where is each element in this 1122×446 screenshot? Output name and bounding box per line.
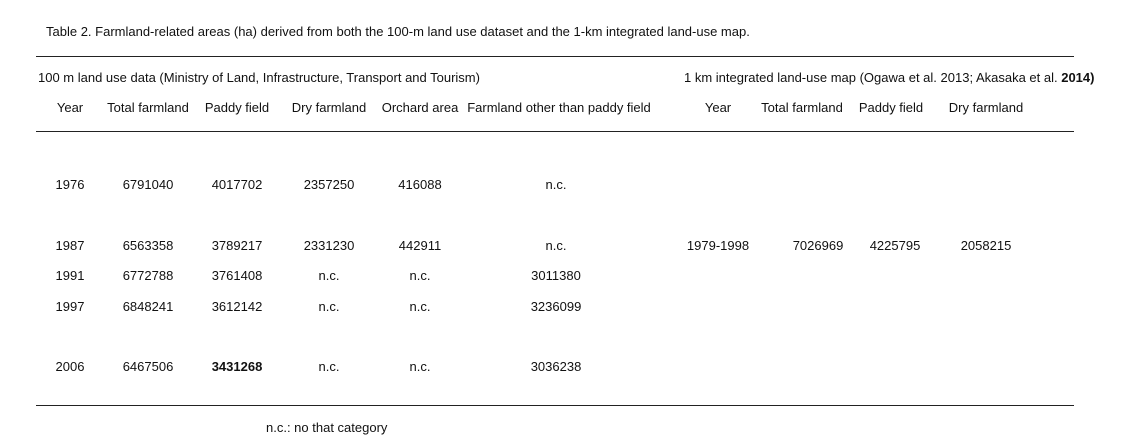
bottom-rule (36, 405, 1074, 406)
cell-paddy-field: 3431268 (211, 359, 263, 374)
col-header-year: Year (56, 100, 84, 115)
col-header-right-paddy-field: Paddy field (858, 100, 924, 115)
cell-year: 1991 (55, 268, 85, 283)
cell-farmland-other: 3236099 (530, 299, 582, 314)
cell-orchard-area: n.c. (409, 359, 431, 374)
cell-total-farmland: 6848241 (122, 299, 174, 314)
col-header-paddy-field: Paddy field (204, 100, 270, 115)
cell-right-total-farmland: 7026969 (792, 238, 844, 253)
cell-farmland-other: 3011380 (531, 268, 581, 283)
cell-total-farmland: 6772788 (122, 268, 174, 283)
cell-paddy-field: 4017702 (211, 177, 263, 192)
left-group-title: 100 m land use data (Ministry of Land, Infrastructure, Transport and Tourism) (38, 70, 480, 85)
cell-total-farmland: 6791040 (122, 177, 174, 192)
cell-dry-farmland: 2331230 (303, 238, 355, 253)
cell-right-paddy-field: 4225795 (869, 238, 921, 253)
col-header-total-farmland: Total farmland (107, 100, 189, 115)
col-header-dry-farmland: Dry farmland (291, 100, 367, 115)
right-group-title (684, 70, 1094, 86)
cell-year: 2006 (55, 359, 85, 374)
cell-dry-farmland: 2357250 (303, 177, 355, 192)
cell-paddy-field: 3789217 (211, 238, 263, 253)
cell-total-farmland: 6467506 (122, 359, 174, 374)
cell-year: 1976 (55, 177, 85, 192)
cell-paddy-field: 3612142 (211, 299, 263, 314)
cell-farmland-other: n.c. (545, 238, 567, 253)
col-header-right-year: Year (704, 100, 732, 115)
cell-dry-farmland: n.c. (318, 268, 340, 283)
cell-orchard-area: 442911 (398, 238, 442, 253)
cell-dry-farmland: n.c. (318, 359, 340, 374)
top-rule (36, 56, 1074, 57)
cell-orchard-area: n.c. (409, 268, 431, 283)
table-footnote: n.c.: no that category (266, 420, 388, 435)
cell-year: 1997 (55, 299, 85, 314)
right-group-title-main: 1 km integrated land-use map (Ogawa et al. 2013; Akasaka et al. (684, 70, 1062, 85)
cell-right-dry-farmland: 2058215 (960, 238, 1012, 253)
cell-orchard-area: 416088 (398, 177, 442, 192)
cell-paddy-field: 3761408 (211, 268, 263, 283)
right-group-title-year: 2014) (1061, 70, 1095, 85)
cell-total-farmland: 6563358 (122, 238, 174, 253)
table-caption: Table 2. Farmland-related areas (ha) derived from both the 100-m land use dataset and the 1-km integrated land-use map. (46, 24, 750, 39)
col-header-right-dry-farmland: Dry farmland (948, 100, 1024, 115)
cell-farmland-other: n.c. (545, 177, 567, 192)
cell-right-year: 1979-1998 (686, 238, 750, 253)
col-header-farmland-other: Farmland other than paddy field (467, 100, 651, 115)
cell-dry-farmland: n.c. (318, 299, 340, 314)
col-header-orchard-area: Orchard area (381, 100, 459, 115)
header-rule (36, 131, 1074, 132)
cell-orchard-area: n.c. (409, 299, 431, 314)
cell-farmland-other: 3036238 (530, 359, 582, 374)
col-header-right-total-farmland: Total farmland (761, 100, 843, 115)
cell-year: 1987 (55, 238, 85, 253)
